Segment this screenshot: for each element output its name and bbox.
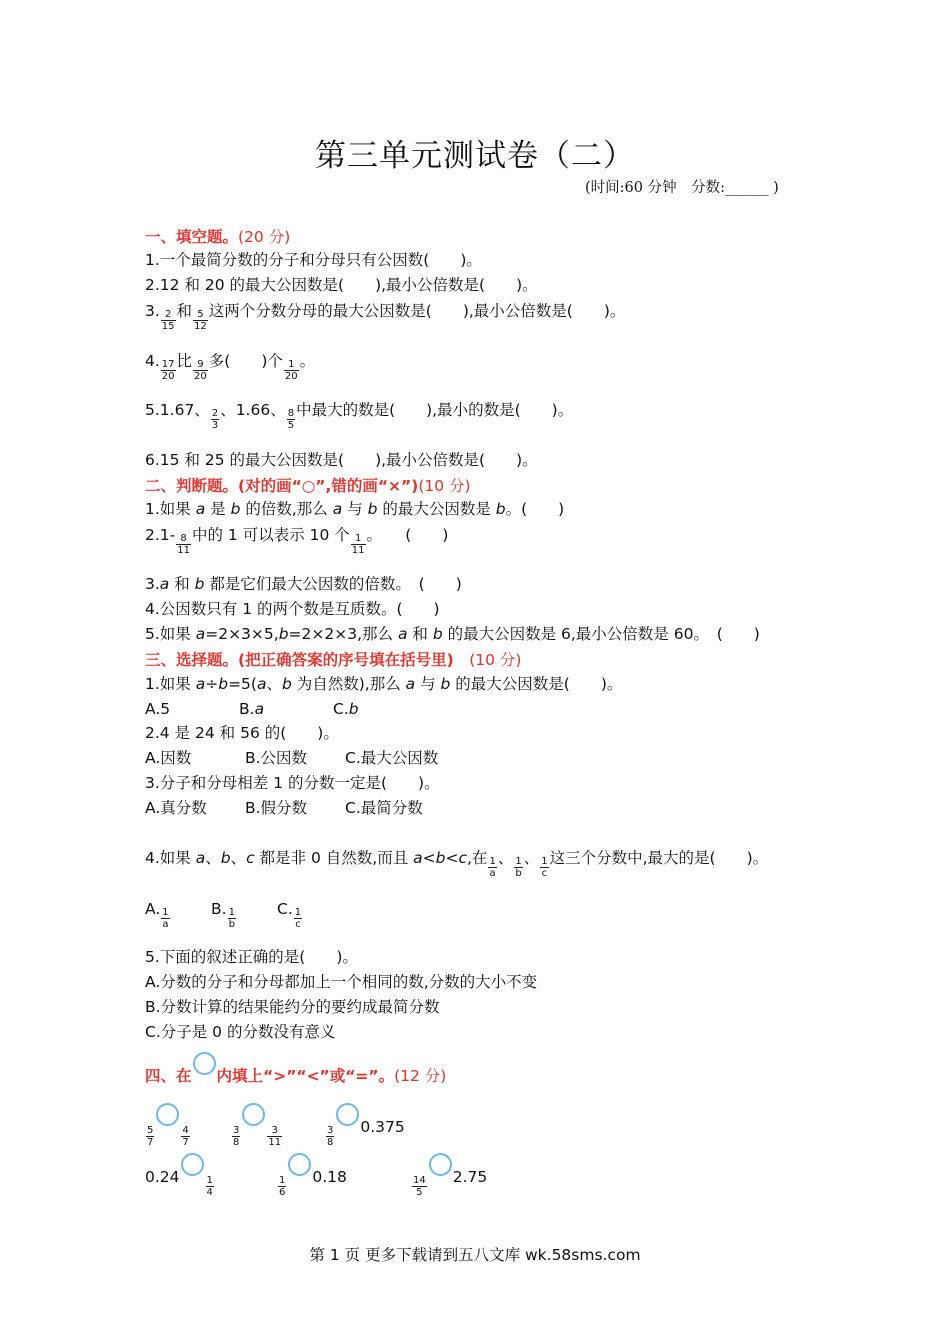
option-a: A. $\frac{1}{a}$ (145, 900, 169, 929)
option-c: C.最大公因数 (345, 749, 439, 767)
compare-row-1 (145, 1103, 405, 1147)
compare-item (145, 1103, 231, 1147)
s2-question-2: 2.1- $\frac{8}{11}$ 中的 1 可以表示 10 个 $\frac{1}{11}$ 。 ( ) (145, 526, 449, 555)
s3-question-3: 3.分子和分母相差 1 的分数一定是( )。 (145, 774, 440, 792)
fraction: $\frac{1}{b}$ (228, 907, 235, 929)
s2-question-3: 3.a 和 b 都是它们最大公因数的倍数。 ( ) (145, 575, 462, 593)
fraction: $\frac{2}{15}$ (161, 309, 175, 331)
compare-row-2 (145, 1153, 487, 1197)
fraction: $\frac{2}{3}$ (211, 408, 219, 430)
option-c: C.最简分数 (345, 799, 423, 817)
answer-circle[interactable] (288, 1153, 311, 1176)
section-1-title: 一、填空题。 (145, 228, 239, 246)
fraction: $\frac{8}{5}$ (287, 408, 295, 430)
fraction: $\frac{1}{6}$ (279, 1175, 286, 1197)
answer-circle[interactable] (242, 1103, 265, 1126)
s3-question-1: 1.如果 a÷b=5(a、b 为自然数),那么 a 与 b 的最大公因数是( )。 (145, 675, 623, 693)
s3-question-3-options (145, 797, 423, 819)
option-b: B.假分数 (245, 799, 308, 817)
option-b: B.公因数 (245, 749, 308, 767)
option-b: B.a (239, 700, 265, 718)
fraction: $\frac{14}{5}$ (413, 1175, 426, 1197)
fraction: $\frac{5}{7}$ (147, 1125, 154, 1147)
section-4-title-start: 四、在 (145, 1067, 192, 1085)
compare-item: $\frac{3}{8}$ 0.375 (325, 1103, 405, 1147)
option-a: A.真分数 (145, 799, 207, 817)
fraction: $\frac{1}{4}$ (206, 1175, 213, 1197)
option-b: B. $\frac{1}{b}$ (211, 900, 235, 929)
time-score-info: (时间:60 分钟 分数:______ ) (585, 180, 779, 196)
fraction: $\frac{3}{11}$ (268, 1125, 282, 1147)
s3-question-5-option-c: C.分子是 0 的分数没有意义 (145, 1023, 336, 1041)
s1-question-4: 4. $\frac{17}{20}$ 比 $\frac{9}{20}$ 多( )个 $\frac{1}{20}$ 。 (145, 352, 316, 381)
compare-item (231, 1103, 325, 1147)
section-4-heading (145, 1052, 446, 1087)
fraction: $\frac{1}{b}$ (515, 856, 522, 878)
fraction: $\frac{3}{8}$ (233, 1125, 240, 1147)
s3-question-5: 5.下面的叙述正确的是( )。 (145, 948, 358, 966)
page-title: 第三单元测试卷（二） (315, 138, 635, 174)
fraction: $\frac{1}{a}$ (489, 856, 496, 878)
s3-question-2-options (145, 747, 438, 769)
fraction: $\frac{4}{7}$ (182, 1125, 189, 1147)
option-c: C. $\frac{1}{c}$ (277, 900, 302, 929)
section-3-score: (10 分) (469, 651, 522, 669)
fraction: $\frac{1}{a}$ (162, 907, 169, 929)
option-c: C.b (333, 700, 359, 718)
s1-question-3: 3. $\frac{2}{15}$ 和 $\frac{5}{12}$ 这两个分数分母的最大公因数是( ),最小公倍数是( )。 (145, 302, 626, 331)
s2-question-1: 1.如果 a 是 b 的倍数,那么 a 与 b 的最大公因数是 b。( ) (145, 500, 565, 518)
s3-question-2: 2.4 是 24 和 56 的( )。 (145, 724, 339, 742)
fraction: $\frac{1}{20}$ (284, 359, 298, 381)
option-a: A.因数 (145, 749, 192, 767)
s3-question-1-options (145, 698, 359, 720)
section-4-title-end: 内填上“>”“<”或“=”。 (216, 1067, 395, 1085)
section-1-score: (20 分) (238, 228, 291, 246)
section-3-title: 三、选择题。(把正确答案的序号填在括号里) (145, 651, 454, 669)
s3-question-4: 4.如果 a、b、c 都是非 0 自然数,而且 a<b<c,在 $\frac{1}{a}$ 、 $\frac{1}{b}$ 、 $\frac{1}{c}$ 这三个分数中,最大的是( )。 (145, 849, 769, 878)
s1-question-1: 1.一个最简分数的分子和分母只有公因数( )。 (145, 251, 482, 269)
option-a: A.5 (145, 700, 171, 718)
s1-question-6: 6.15 和 25 的最大公因数是( ),最小公倍数是( )。 (145, 451, 538, 469)
s3-question-4-options (145, 898, 303, 929)
section-4-score: (12 分) (394, 1067, 447, 1085)
s2-question-5: 5.如果 a=2×3×5,b=2×2×3,那么 a 和 b 的最大公因数是 6,最小公倍数是 60。 ( ) (145, 625, 760, 643)
compare-item: $\frac{14}{5}$ 2.75 (411, 1153, 487, 1197)
compare-item: $\frac{1}{6}$ 0.18 (277, 1153, 411, 1197)
s1-question-5: 5.1.67、 $\frac{2}{3}$ 、1.66、 $\frac{8}{5}$ 中最大的数是( ),最小的数是( )。 (145, 401, 574, 430)
answer-circle[interactable] (181, 1153, 204, 1176)
section-1-heading (145, 226, 290, 248)
fraction: $\frac{3}{8}$ (327, 1125, 334, 1147)
fraction: $\frac{1}{c}$ (294, 907, 302, 929)
answer-circle[interactable] (336, 1103, 359, 1126)
fraction: $\frac{9}{20}$ (194, 359, 207, 381)
s1-question-2: 2.12 和 20 的最大公因数是( ),最小公倍数是( )。 (145, 276, 538, 294)
s3-question-5-option-a: A.分数的分子和分母都加上一个相同的数,分数的大小不变 (145, 973, 538, 991)
fraction: $\frac{1}{c}$ (541, 856, 548, 878)
fraction: $\frac{8}{11}$ (177, 533, 190, 555)
s3-question-5-option-b: B.分数计算的结果能约分的要约成最简分数 (145, 998, 440, 1016)
section-3-heading (145, 649, 521, 671)
page-footer: 第 1 页 更多下载请到五八文库 wk.58sms.com (309, 1246, 641, 1264)
s2-question-4: 4.公因数只有 1 的两个数是互质数。( ) (145, 600, 440, 618)
fraction: $\frac{17}{20}$ (161, 359, 175, 381)
section-2-score: (10 分) (418, 477, 471, 495)
fraction: $\frac{1}{11}$ (351, 533, 365, 555)
fraction: $\frac{5}{12}$ (194, 309, 207, 331)
section-2-title: 二、判断题。(对的画“○”,错的画“×”) (145, 477, 419, 495)
answer-circle[interactable] (429, 1153, 452, 1176)
section-2-heading (145, 475, 471, 497)
answer-circle-icon (193, 1052, 216, 1075)
answer-circle[interactable] (156, 1103, 179, 1126)
compare-item: 0.24 $\frac{1}{4}$ (145, 1153, 277, 1197)
